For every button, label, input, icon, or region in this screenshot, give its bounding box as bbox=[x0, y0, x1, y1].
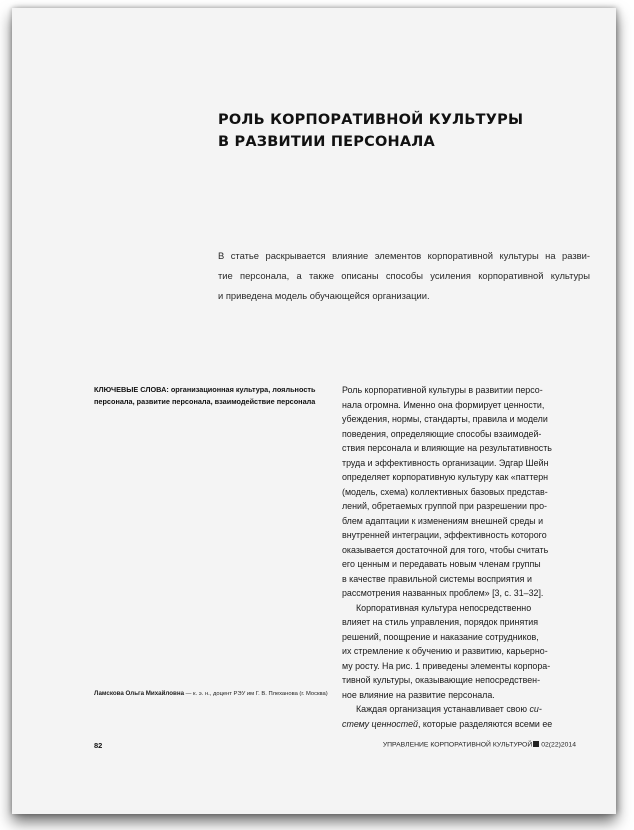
body-line: поведения, определяющие способы взаимодей- bbox=[342, 428, 542, 439]
keywords-line: КЛЮЧЕВЫЕ СЛОВА: организационная культура, лояльность bbox=[94, 385, 316, 394]
body-text: Каждая организация устанавливает свою bbox=[356, 704, 530, 714]
body-line: влияет на стиль управления, порядок принятия bbox=[342, 617, 539, 627]
journal-name: УПРАВЛЕНИЕ КОРПОРАТИВНОЙ КУЛЬТУРОЙ bbox=[382, 741, 533, 749]
article-title bbox=[218, 109, 598, 153]
body-line: решений, поощрение и наказание сотрудников, bbox=[342, 631, 539, 642]
body-italic-text: стему ценностей bbox=[342, 718, 418, 729]
journal-footer bbox=[383, 741, 576, 749]
body-line: ное влияние на развитие персонала. bbox=[342, 689, 495, 700]
journal-page bbox=[12, 8, 616, 814]
keywords-line: персонала, развитие персонала, взаимодействие персонала bbox=[94, 397, 316, 406]
square-bullet-icon bbox=[533, 741, 539, 747]
body-line: нала огромна. Именно она формирует ценности, bbox=[342, 399, 545, 410]
body-line: му росту. На рис. 1 приведены элементы корпора- bbox=[342, 660, 551, 671]
article-abstract bbox=[218, 246, 590, 306]
body-line: лений, обретаемых группой при разрешении про- bbox=[342, 501, 548, 511]
body-line: (модель, схема) коллективных базовых представ- bbox=[342, 486, 548, 497]
article-body bbox=[342, 383, 592, 731]
author-info bbox=[94, 689, 344, 699]
body-line: тивной культуры, оказывающие непосредствен- bbox=[342, 675, 541, 685]
title-line: В РАЗВИТИИ ПЕРСОНАЛА bbox=[218, 134, 435, 150]
body-line bbox=[342, 702, 592, 717]
page-number: 82 bbox=[94, 741, 103, 750]
body-line: Корпоративная культура непосредственно bbox=[356, 602, 532, 613]
body-line: труда и эффективность организации. Эдгар Шейн bbox=[342, 457, 549, 468]
body-line: его ценным и передавать новым членам группы bbox=[342, 559, 541, 569]
keywords-block bbox=[94, 384, 334, 408]
abstract-line: В статье раскрывается влияние элементов корпоративной культуры на разви- bbox=[218, 250, 590, 261]
body-italic-text: си- bbox=[529, 704, 542, 714]
body-line: блем адаптации к изменениям внешней среды и bbox=[342, 515, 544, 526]
author-name: Ламскова Ольга Михайловна bbox=[94, 690, 185, 697]
body-line: оказывается достаточной для того, чтобы считать bbox=[342, 544, 549, 555]
abstract-line: тие персонала, а также описаны способы усиления корпоративной культуры bbox=[218, 270, 590, 281]
title-line: РОЛЬ КОРПОРАТИВНОЙ КУЛЬТУРЫ bbox=[218, 112, 524, 128]
body-line: внутренней интеграции, эффективность которого bbox=[342, 530, 547, 540]
body-line: рассмотрения названных проблем» [3, с. 31–32]. bbox=[342, 588, 544, 598]
body-line: определяет корпоративную культуру как «паттерн bbox=[342, 472, 549, 482]
body-line: ствия персонала и влияющие на результативность bbox=[342, 443, 552, 453]
body-text: , которые разделяются всеми ее bbox=[417, 718, 553, 729]
body-line: в качестве правильной системы восприятия и bbox=[342, 573, 532, 584]
journal-issue: 02(22)2014 bbox=[541, 741, 576, 749]
body-line bbox=[342, 717, 592, 732]
body-line: их стремление к обучению и развитию, карьерно- bbox=[342, 646, 548, 656]
body-line: убеждения, нормы, стандарты, правила и модели bbox=[342, 414, 548, 424]
abstract-line: и приведена модель обучающейся организации. bbox=[218, 290, 430, 301]
author-details: — к. э. н., доцент РЭУ им Г. В. Плеханова (г. Москва) bbox=[184, 691, 328, 697]
body-line: Роль корпоративной культуры в развитии персо- bbox=[342, 385, 543, 395]
